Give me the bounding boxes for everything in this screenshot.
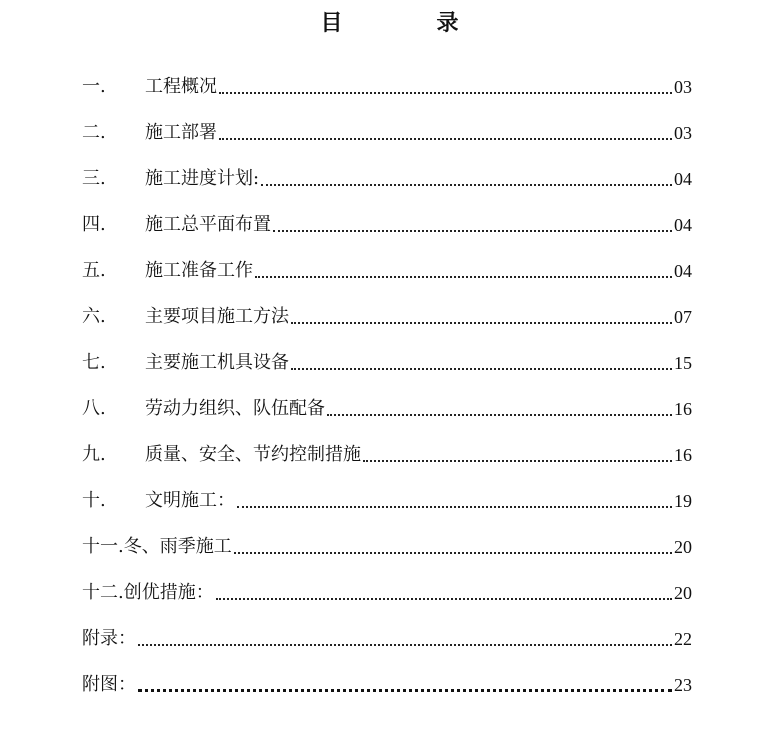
toc-entry [82,193,692,239]
dot-leader [255,250,672,278]
toc-entry-label: 施工进度计划: [145,168,260,189]
dot-leader [273,204,672,232]
toc-entry-label: 创优措施： [123,582,214,603]
dot-leader [327,388,672,416]
toc-entry [82,101,692,147]
toc-entry [82,515,692,561]
toc-entry-label: 工程概况 [145,76,217,97]
toc-entry-page: 20 [674,583,692,603]
toc-entry-number: 二. [82,122,106,143]
toc-entry [82,331,692,377]
toc-title: 目 录 [320,10,495,36]
toc-entry-number: 四. [82,214,106,235]
toc-entry-label: 冬、雨季施工 [123,536,232,557]
toc-entry [82,147,692,193]
dot-leader [138,664,672,692]
toc-entry-label: 文明施工： [145,490,235,511]
toc-entry [82,55,692,101]
toc-entry [82,423,692,469]
toc-entry-label: 施工准备工作 [145,260,253,281]
dot-leader [219,66,672,94]
toc-entry-page: 04 [674,215,692,235]
toc-list [82,55,692,699]
toc-entry-number: 十二. [82,582,124,603]
toc-entry-page: 16 [674,445,692,465]
toc-entry-page: 03 [674,123,692,143]
toc-entry-label: 施工部署 [145,122,217,143]
dot-leader [237,480,672,508]
toc-entry-page: 23 [674,675,692,695]
toc-entry [82,377,692,423]
toc-entry [82,285,692,331]
toc-entry-label: 质量、安全、节约控制措施 [145,444,361,465]
toc-entry-number: 六. [82,306,106,327]
toc-entry [82,561,692,607]
toc-entry [82,239,692,285]
toc-entry-page: 03 [674,77,692,97]
dot-leader [138,618,672,646]
toc-entry-page: 15 [674,353,692,373]
toc-entry-page: 19 [674,491,692,511]
toc-entry-page: 04 [674,169,692,189]
toc-entry-number: 七. [82,352,106,373]
toc-entry-page: 04 [674,261,692,281]
dot-leader [234,526,672,554]
toc-entry-label: 附图： [82,674,136,695]
toc-entry [82,469,692,515]
dot-leader [363,434,672,462]
toc-entry-label: 主要项目施工方法 [145,306,289,327]
dot-leader [261,158,672,186]
toc-entry-number: 三. [82,168,106,189]
toc-entry-page: 07 [674,307,692,327]
dot-leader [216,572,672,600]
dot-leader [219,112,672,140]
toc-entry-label: 施工总平面布置 [145,214,271,235]
toc-entry-label: 主要施工机具设备 [145,352,289,373]
toc-entry-number: 十. [82,490,106,511]
toc-entry-page: 16 [674,399,692,419]
toc-entry-page: 20 [674,537,692,557]
dot-leader [291,342,672,370]
toc-entry-label: 劳动力组织、队伍配备 [145,398,325,419]
toc-entry [82,607,692,653]
toc-entry-number: 八. [82,398,106,419]
toc-entry-page: 22 [674,629,692,649]
toc-entry-number: 一. [82,76,106,97]
toc-entry-number: 十一. [82,536,124,557]
dot-leader [291,296,672,324]
toc-entry [82,653,692,699]
toc-entry-number: 五. [82,260,106,281]
toc-entry-label: 附录： [82,628,136,649]
toc-entry-number: 九. [82,444,106,465]
